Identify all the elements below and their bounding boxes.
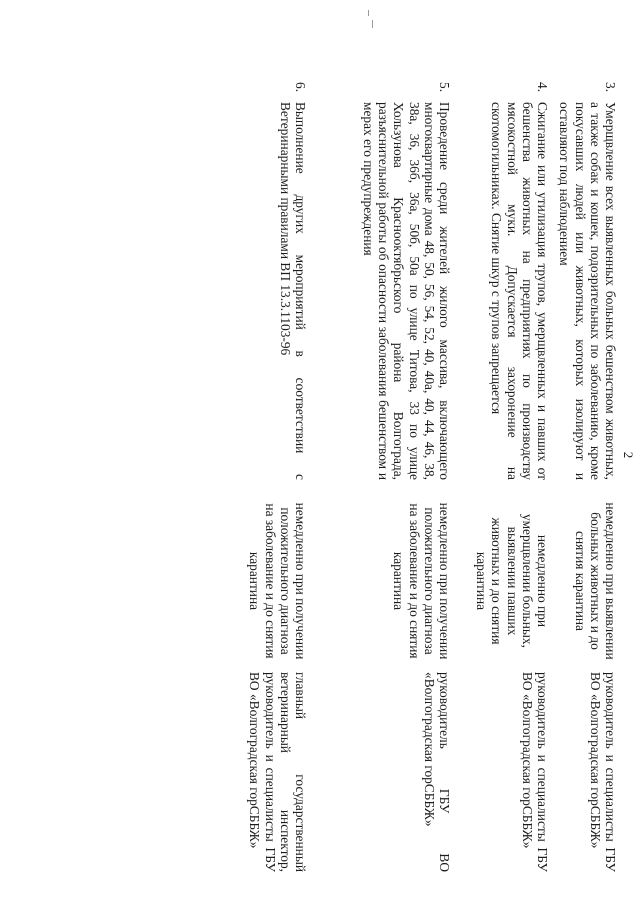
row-term: немедленно при получении положительного диагноза на заболевание и до снятия карантина xyxy=(391,502,452,660)
row-responsible: руководитель и специалисты ГБУ ВО «Волгоградская горСББЖ» xyxy=(587,672,618,872)
row-number: 5. xyxy=(437,82,452,93)
row-responsible: главный государственный ветеринарный инспектор, руководитель и специалисты ГБУ ВО «Волгоградская горСББЖ» xyxy=(247,672,308,872)
row-number: 6. xyxy=(293,82,308,93)
row-term: немедленно при выявлении больных животных и до снятия карантина xyxy=(572,502,618,660)
row-responsible: руководитель ГБУ ВО «Волгоградская горСББЖ» xyxy=(421,672,452,872)
row-number: 3. xyxy=(603,82,618,93)
row-responsible: руководитель и специалисты ГБУ ВО «Волгоградская горСББЖ» xyxy=(519,672,550,872)
row-description: Умерщвление всех выявленных больных бешенством животных, а также собак и кошек, подозрительных по заболеванию, кроме покусавших людей или животных, которых изолируют и оставляют под наблюдением xyxy=(557,102,618,480)
row-description: Сжигание или утилизация трупов, умерщвленных и павших от бешенства животных на предприятиях по производству мясокостной муки. Допускается захоронение на скотомогильниках. Снятие шкур с трупов запрещается xyxy=(489,102,550,480)
row-term: немедленно при умерщвлении больных, выявлении павших животных и до снятия карантина xyxy=(474,514,550,648)
page-number: 2 xyxy=(621,451,636,459)
scan-artifact xyxy=(372,20,373,28)
row-description: Выполнение других мероприятий в соответствии с Ветеринарными правилами ВП 13.3.1103-96 xyxy=(277,102,308,480)
row-term: немедленно при получении положительного диагноза на заболевание и до снятия карантина xyxy=(247,502,308,660)
row-description: Проведение среди жителей жилого массива, включающего многоквартирные дома 48, 50, 56, 54, 52, 40, 40а, 40, 44, 46, 38, 38а, 36, 36б, 36а, 50б, 50а по улице Титова, 33 по улице Хользунова Краснооктябрьского района Волгограда, разъяснительной работы об опасности заболевания бешенством и мерах его предупреждения xyxy=(360,102,452,480)
row-number: 4. xyxy=(535,82,550,93)
scan-artifact xyxy=(368,10,369,16)
